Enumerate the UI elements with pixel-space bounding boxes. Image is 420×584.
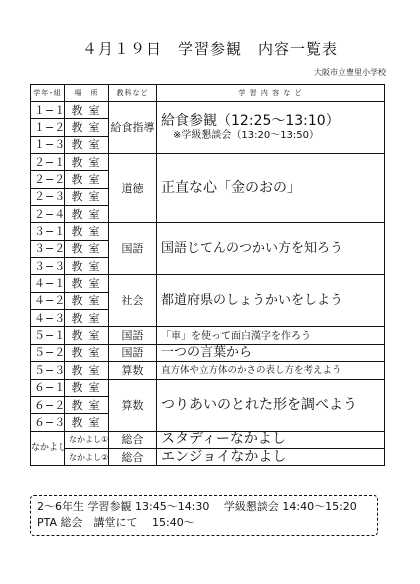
grade-cell: ２−１ <box>31 154 65 171</box>
content-cell <box>157 275 385 327</box>
grade-cell: ３−３ <box>31 258 65 275</box>
subject-cell: 道徳 <box>109 154 157 223</box>
grade-cell: ３−２ <box>31 240 65 257</box>
header-place: 場 所 <box>65 85 109 102</box>
grade-cell: １−３ <box>31 136 65 153</box>
place-cell: 教室 <box>65 310 109 327</box>
place-cell: 教室 <box>65 362 109 379</box>
content-text: つりあいのとれた形を調べよう <box>161 396 357 413</box>
table-row <box>31 154 385 171</box>
grade-cell: ６−２ <box>31 396 65 413</box>
content-text: 都道府県のしょうかいをしよう <box>161 293 344 309</box>
subject-cell: 社会 <box>109 275 157 327</box>
subject-cell: 国語 <box>109 223 157 275</box>
grade-cell: ５−２ <box>31 344 65 361</box>
content-cell <box>157 448 385 465</box>
place-cell: 教室 <box>65 171 109 188</box>
table-row <box>31 102 385 119</box>
content-text: 正直な心「金のおの」 <box>161 179 301 196</box>
grade-cell: ４−１ <box>31 275 65 292</box>
table-row <box>31 327 385 344</box>
place-cell: 教室 <box>65 102 109 119</box>
footer-line-2: PTA 総会 講堂にて 15:40〜 <box>37 516 195 529</box>
content-cell <box>157 223 385 275</box>
grade-cell: ５−３ <box>31 362 65 379</box>
schedule-table <box>30 84 385 466</box>
content-note: ※学級懇談会（13:20〜13:50） <box>173 129 320 141</box>
place-cell: なかよし② <box>65 448 109 465</box>
table-row <box>31 223 385 240</box>
table-row <box>31 448 385 465</box>
footer-note-box <box>30 495 378 536</box>
content-cell <box>157 379 385 431</box>
content-text: 「車」を使って面白漢字を作ろう <box>161 330 311 342</box>
subject-cell: 給食指導 <box>109 102 157 154</box>
grade-cell: １−２ <box>31 119 65 136</box>
table-row <box>31 275 385 292</box>
grade-cell: ６−１ <box>31 379 65 396</box>
content-cell <box>157 154 385 223</box>
grade-cell: １−１ <box>31 102 65 119</box>
subject-cell: 算数 <box>109 362 157 379</box>
place-cell: 教室 <box>65 396 109 413</box>
place-cell: 教室 <box>65 275 109 292</box>
content-cell <box>157 344 385 361</box>
subject-cell: 算数 <box>109 379 157 431</box>
place-cell: 教室 <box>65 206 109 223</box>
place-cell: 教室 <box>65 223 109 240</box>
grade-cell: なかよし <box>31 431 65 466</box>
content-cell <box>157 431 385 448</box>
place-cell: 教室 <box>65 292 109 309</box>
table-row <box>31 379 385 396</box>
content-cell <box>157 102 385 154</box>
content-text: 国語じてんのつかい方を知ろう <box>161 241 344 257</box>
content-text: スタディーなかよし <box>161 431 286 448</box>
place-cell: 教室 <box>65 414 109 431</box>
content-cell <box>157 327 385 344</box>
content-text: 一つの言葉から <box>161 345 253 361</box>
page-title: ４月１９日 学習参観 内容一覧表 <box>81 40 338 58</box>
place-cell: 教室 <box>65 240 109 257</box>
place-cell: 教室 <box>65 327 109 344</box>
table-row <box>31 344 385 361</box>
subject-cell: 総合 <box>109 448 157 465</box>
place-cell: 教室 <box>65 154 109 171</box>
place-cell: 教室 <box>65 188 109 205</box>
grade-cell: ４−３ <box>31 310 65 327</box>
subject-cell: 国語 <box>109 327 157 344</box>
content-cell <box>157 362 385 379</box>
place-cell: なかよし① <box>65 431 109 448</box>
grade-cell: ３−１ <box>31 223 65 240</box>
table-header-row <box>31 85 385 102</box>
grade-cell: ４−２ <box>31 292 65 309</box>
place-cell: 教室 <box>65 344 109 361</box>
place-cell: 教室 <box>65 379 109 396</box>
table-row <box>31 431 385 448</box>
header-content: 学 習 内 容 な ど <box>157 85 385 102</box>
table-row <box>31 362 385 379</box>
header-subject: 教科など <box>109 85 157 102</box>
grade-cell: ５−１ <box>31 327 65 344</box>
grade-cell: ２−２ <box>31 171 65 188</box>
grade-cell: ２−４ <box>31 206 65 223</box>
school-name: 大阪市立豊里小学校 <box>314 68 386 77</box>
place-cell: 教室 <box>65 119 109 136</box>
subject-cell: 総合 <box>109 431 157 448</box>
subject-cell: 国語 <box>109 344 157 361</box>
content-text: 直方体や立方体のかさの表し方を考えよう <box>161 365 342 377</box>
place-cell: 教室 <box>65 258 109 275</box>
header-grade: 学年･組 <box>31 85 65 102</box>
content-text: 給食参観（12:25〜13:10） <box>161 112 340 129</box>
grade-cell: ２−３ <box>31 188 65 205</box>
place-cell: 教室 <box>65 136 109 153</box>
grade-cell: ６−３ <box>31 414 65 431</box>
footer-line-1: 2〜6年生 学習参観 13:45〜14:30 学級懇談会 14:40〜15:20 <box>37 500 357 513</box>
content-text: エンジョイなかよし <box>161 448 287 465</box>
